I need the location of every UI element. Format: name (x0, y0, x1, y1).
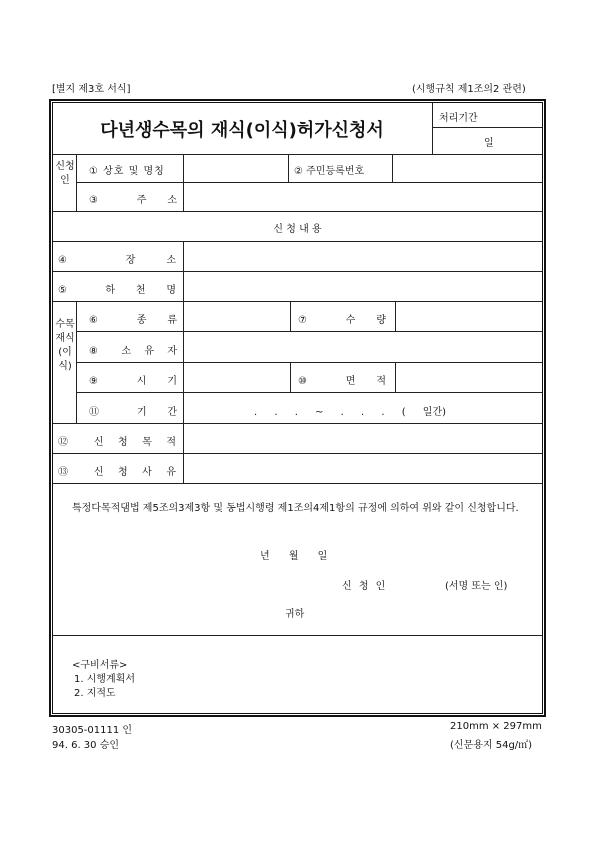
timing-label: ⑨ 시 기 (89, 376, 177, 387)
processing-period-label: 처리기간 (439, 113, 478, 124)
duration-label: ⑪ 기 간 (89, 407, 177, 418)
address-field[interactable] (185, 184, 540, 209)
purpose-label: ⑫ 신 청 목 적 (58, 437, 176, 448)
tree-section-label: 수목재식(이식) (55, 319, 75, 372)
form-code: 30305-01111 인 (52, 725, 133, 736)
place-field[interactable] (185, 243, 540, 269)
required-documents-heading: <구비서류> (72, 660, 128, 671)
reason-label: ⑬ 신 청 사 유 (58, 467, 176, 478)
place-label: ④ 장 소 (58, 255, 176, 266)
processing-period-unit: 일 (484, 138, 494, 149)
quantity-label: ⑦ 수 량 (298, 315, 386, 326)
form-number: [별지 제3호 서식] (52, 84, 131, 95)
required-document-item: 1. 시행계획서 (74, 674, 136, 685)
paper-size: 210mm × 297mm (450, 721, 542, 732)
reason-field[interactable] (185, 455, 540, 481)
form-title: 다년생수목의 재식(이식)허가신청서 (100, 119, 384, 141)
business-name-label: ① 상호 및 명칭 (89, 166, 165, 177)
address-label: ③ 주 소 (89, 195, 177, 206)
resident-id-field[interactable] (394, 156, 540, 180)
tree-type-label: ⑥ 종 류 (89, 315, 177, 326)
date-line: 년 월 일 (260, 551, 328, 562)
owner-label: ⑧ 소 유 자 (89, 346, 177, 357)
resident-id-label: ② 주민등록번호 (294, 166, 365, 177)
duration-value[interactable]: . . . ~ . . . ( 일간) (254, 407, 447, 418)
applicant-section-label: 신청인 (55, 161, 75, 186)
river-name-field[interactable] (185, 273, 540, 299)
request-content-header: 신 청 내 용 (273, 224, 322, 235)
paper-type: (신문용지 54g/㎡) (450, 740, 533, 751)
river-name-label: ⑤ 하 천 명 (58, 285, 176, 296)
required-document-item: 2. 지적도 (74, 688, 116, 699)
purpose-field[interactable] (185, 425, 540, 451)
area-field[interactable] (397, 364, 540, 390)
related-rule: (시행규칙 제1조의2 관련) (412, 84, 526, 95)
area-label: ⑩ 면 적 (298, 376, 386, 387)
addressee-label: 귀하 (285, 609, 305, 620)
owner-field[interactable] (185, 334, 540, 360)
signature-note: (서명 또는 인) (445, 581, 508, 592)
timing-field[interactable] (185, 364, 288, 390)
applicant-sign-label: 신 청 인 (342, 581, 386, 592)
approval-date: 94. 6. 30 승인 (52, 740, 120, 751)
business-name-field[interactable] (185, 156, 286, 180)
tree-type-field[interactable] (185, 303, 288, 329)
statement-text: 특정다목적댐법 제5조의3제3항 및 동법시행령 제1조의4제1항의 규정에 의하여 위와 같이 신청합니다. (72, 503, 519, 514)
quantity-field[interactable] (397, 303, 540, 329)
